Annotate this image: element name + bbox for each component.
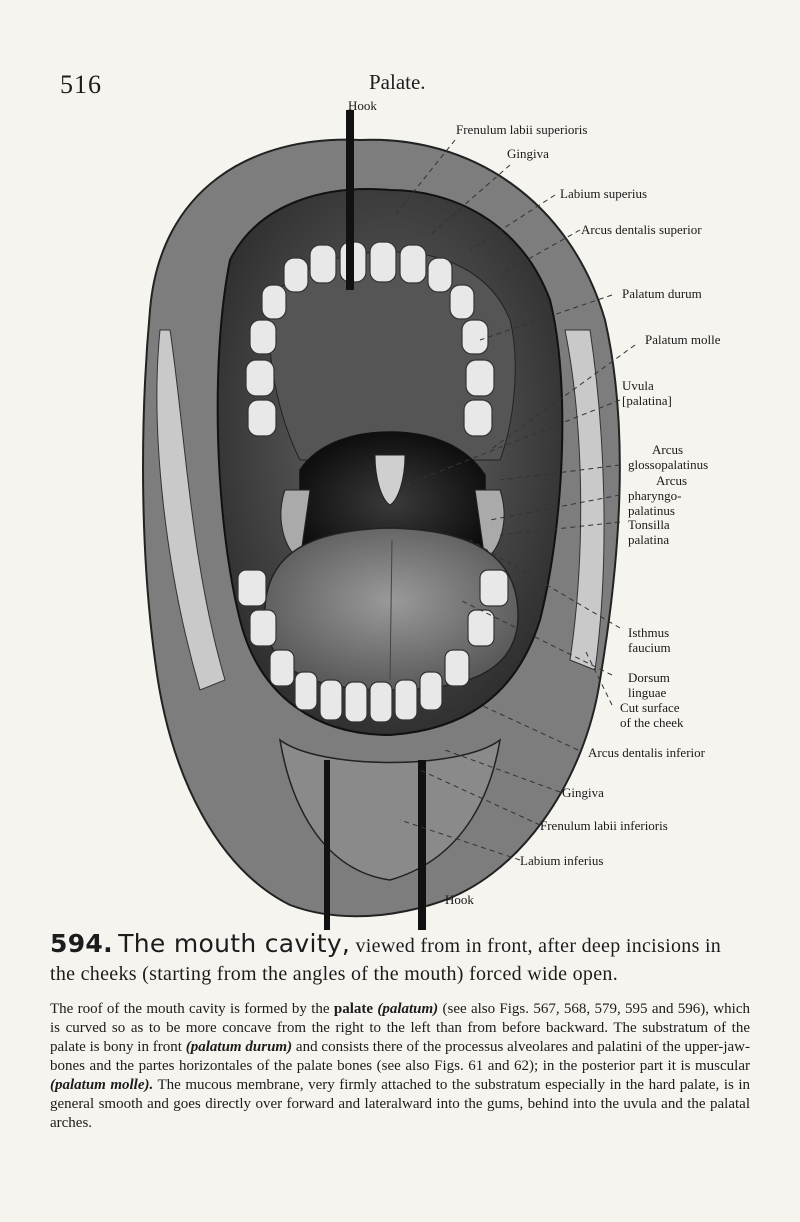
label-arcus-glossopalatinus-2: glossopalatinus	[628, 457, 709, 472]
hook-bottom	[418, 760, 426, 930]
term-palatum-durum: (palatum durum)	[185, 1039, 293, 1055]
figure-number: 594.	[50, 929, 113, 958]
label-palatum-durum: Palatum durum	[622, 286, 702, 301]
term-palate: palate	[333, 1001, 374, 1017]
label-arcus-pharyngopalatinus-1: Arcus	[656, 473, 688, 488]
hook-top	[346, 110, 354, 290]
label-tonsilla-2: palatina	[628, 532, 670, 547]
label-tonsilla-1: Tonsilla	[628, 517, 670, 532]
label-cut-surface-1: Cut surface	[620, 700, 680, 715]
body-text-1: The roof of the mouth cavity is formed by the	[50, 1001, 334, 1017]
label-arcus-glossopalatinus-1: Arcus	[652, 442, 684, 457]
label-isthmus-faucium-1: Isthmus	[628, 625, 670, 640]
figure-title: The mouth cavity,	[118, 929, 351, 958]
label-frenulum-labii-inferioris: Frenulum labii inferioris	[540, 818, 668, 833]
label-uvula: Uvula	[622, 378, 654, 393]
body-paragraph	[50, 1000, 750, 1133]
label-dorsum-linguae-1: Dorsum	[628, 670, 670, 685]
label-cut-surface-2: of the cheek	[620, 715, 684, 730]
label-labium-superius: Labium superius	[560, 186, 648, 201]
label-hook-bottom: Hook	[445, 892, 474, 907]
label-isthmus-faucium-2: faucium	[628, 640, 671, 655]
figure-caption-rest: viewed from in front, after deep incisions in the cheeks (starting from the angles of the mouth) forced wide open.	[50, 935, 722, 985]
label-frenulum-labii-superioris: Frenulum labii superioris	[456, 122, 588, 137]
label-arcus-pharyngopalatinus-2: pharyngo-	[628, 488, 682, 503]
label-dorsum-linguae-2: linguae	[628, 685, 667, 700]
label-palatum-molle: Palatum molle	[645, 332, 721, 347]
label-arcus-dentalis-superior: Arcus dentalis superior	[581, 222, 702, 237]
label-gingiva-top: Gingiva	[507, 146, 549, 161]
label-gingiva-bottom: Gingiva	[562, 785, 604, 800]
label-arcus-pharyngopalatinus-3: palatinus	[628, 503, 675, 518]
running-head: Palate.	[369, 70, 426, 94]
label-uvula-palatina: [palatina]	[622, 393, 672, 408]
term-palatum-molle: (palatum molle).	[50, 1077, 154, 1093]
label-hook-top: Hook	[348, 98, 377, 113]
label-labium-inferius: Labium inferius	[520, 853, 604, 868]
body-text-4: and consists there of the processus alveolares and palatini of the upper-jaw-bones and the partes horizontales of the palate bones (see also Figs. 61 and 62); in the posterior part it is muscular	[50, 1039, 751, 1074]
term-palatum: (palatum)	[377, 1001, 439, 1017]
label-arcus-dentalis-inferior: Arcus dentalis inferior	[588, 745, 705, 760]
page-number: 516	[60, 70, 102, 99]
body-text-5: The mucous membrane, very firmly attached to the substratum especially in the hard palate, is in general smooth and goes directly over forward and lateralward into the gums, behind into the uvula and the palatal arches.	[50, 1077, 751, 1131]
figure-caption	[50, 930, 750, 988]
body-text-3: (see also Figs. 567, 568, 579, 595 and 596), which is curved so as to be more concave from the right to the left than from before backward. The substratum of the palate is bony in front	[50, 1001, 751, 1055]
